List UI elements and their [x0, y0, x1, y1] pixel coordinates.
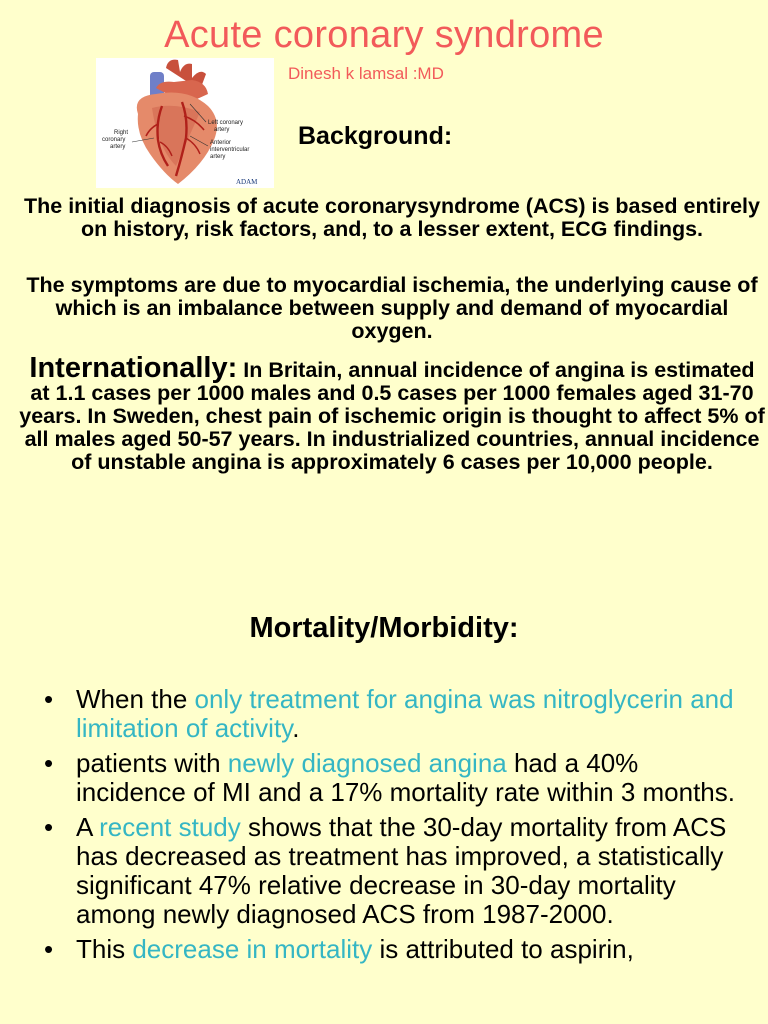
label-left-coronary-2: artery: [214, 127, 230, 133]
bullet-text-highlight: only treatment for angina was nitroglycerin and limitation of activity: [76, 684, 734, 743]
background-heading: Background:: [298, 122, 453, 150]
list-item: [44, 935, 744, 964]
mortality-heading: Mortality/Morbidity:: [249, 612, 519, 644]
bullet-text-pre: patients with: [76, 748, 228, 778]
label-right-coronary-1: Right: [114, 130, 129, 136]
bullet-text-pre: This: [76, 934, 133, 964]
bullet-text-highlight: newly diagnosed angina: [227, 748, 507, 778]
figure-credit: ADAM: [236, 178, 258, 186]
list-item: [44, 813, 744, 929]
bullet-icon: •: [44, 748, 54, 778]
background-paragraph-1: The initial diagnosis of acute coronarysyndrome (ACS) is based entirely on history, risk factors, and, to a lesser extent, ECG findings.: [24, 194, 760, 241]
label-anterior-3: artery: [210, 154, 226, 160]
bullet-text-post: is attributed to aspirin,: [372, 934, 634, 964]
bullet-text-pre: When the: [76, 684, 195, 714]
label-left-coronary-1: Left coronary: [208, 120, 244, 126]
international-paragraph: [18, 352, 766, 474]
list-item: [44, 749, 744, 807]
svg-text:Left coronary artery: [208, 120, 245, 133]
heart-anatomy-icon: [96, 58, 274, 188]
bullet-text-highlight: recent study: [99, 812, 241, 842]
bullet-icon: •: [44, 812, 54, 842]
page-title: Acute coronary syndrome: [164, 14, 604, 56]
bullet-text-highlight: decrease in mortality: [132, 934, 373, 964]
mortality-bullet-list: [44, 685, 744, 970]
background-paragraph-2: The symptoms are due to myocardial ischemia, the underlying cause of which is an imbalance between supply and demand of myocardial oxygen.: [26, 273, 758, 343]
bullet-text-post: had a 40% incidence of MI and a 17% mortality rate within 3 months.: [76, 748, 735, 807]
internationally-label: Internationally:: [29, 352, 238, 384]
bullet-text-pre: A: [76, 812, 100, 842]
international-text: In Britain, annual incidence of angina is estimated at 1.1 cases per 1000 males and 0.5 cases per 1000 females aged 31-70 years. In Sweden, chest pain of ischemic origin is thought to affect 5% of all males aged 50-57 years. In industrialized countries, annual incidence of unstable angina is approximately 6 cases per 10,000 people.: [19, 358, 765, 474]
list-item: [44, 685, 744, 743]
bullet-text-post: shows that the 30-day mortality from ACS has decreased as treatment has improved, a statistically significant 47% relative decrease in 30-day mortality among newly diagnosed ACS from 1987-2000.: [76, 812, 727, 929]
label-right-coronary-2: coronary: [102, 137, 126, 143]
bullet-icon: •: [44, 684, 54, 714]
label-right-coronary-3: artery: [110, 144, 126, 150]
author-name: Dinesh k lamsal :MD: [288, 64, 444, 83]
heart-illustration: [96, 58, 274, 188]
label-anterior-1: Anterior: [210, 140, 232, 146]
svg-text:Anterior interventricula: [210, 140, 251, 160]
bullet-icon: •: [44, 934, 54, 964]
svg-text:Right coronary art: [102, 130, 130, 150]
bullet-text-post: .: [292, 713, 300, 743]
label-anterior-2: interventricular: [210, 147, 250, 153]
